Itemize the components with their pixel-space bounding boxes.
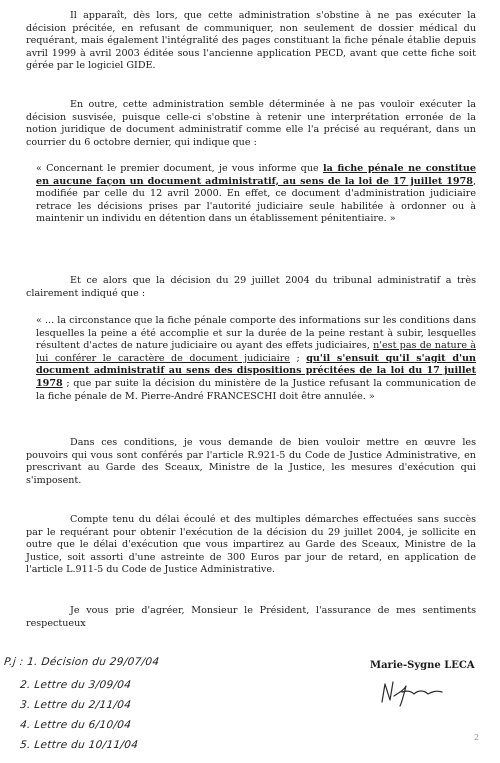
paragraph-demande — [26, 437, 476, 487]
quote-tribunal-emphasis: qu'il s'ensuit qu'il s'agit d'un document administratif au sens des dispositions précitées de la loi du 17 juillet 1978 — [36, 352, 476, 389]
enclosure-item: P.j : 1. Décision du 29/07/04 — [3, 656, 160, 668]
paragraph-salutations — [26, 605, 476, 630]
enclosure-item: 4. Lettre du 6/10/04 — [19, 719, 132, 731]
paragraph-salutations-text: Je vous prie d'agréer, Monsieur le Président, l'assurance de mes sentiments respectueux — [26, 605, 476, 629]
paragraph-obstination-text: Il apparaît, dès lors, que cette administration s'obstine à ne pas exécuter la décision précitée, en refusant de communiquer, non seulement de dossier médical du requérant, mais également l'intégralité des pages constituant la fiche pénale établie depuis avril 1999 à avril 2003 éditée sous l'ancienne application PECD, avant que cette fiche soit gérée par le logiciel GIDE. — [26, 10, 476, 72]
quote-tribunal-underlined: n'est pas de nature à lui conférer le caractère de document judiciaire — [36, 340, 476, 364]
quote-tribunal-rest: ; que par suite la décision du ministère de la Justice refusant la communication de la fiche pénale de M. Pierre-André FRANCESCHI doit être annulée. » — [36, 377, 476, 402]
paragraph-astreinte — [26, 514, 476, 577]
paragraph-decision — [26, 275, 476, 300]
paragraph-astreinte-text: Compte tenu du délai écoulé et des multiples démarches effectuées sans succès par le requérant pour obtenir l'exécution de la décision du 29 juillet 2004, je sollicite en outre que le délai d'exécution que vous impartirez au Garde des Sceaux, Ministre de la Justice, soit assorti d'une astreinte de 300 Euros par jour de retard, en application de l'article L.911-5 du Code de Justice Administrative. — [26, 514, 476, 576]
enclosure-item: 3. Lettre du 2/11/04 — [19, 699, 132, 711]
quote-courrier-intro: « Concernant le premier document, je vous informe que — [36, 163, 323, 174]
paragraph-demande-text: Dans ces conditions, je vous demande de bien vouloir mettre en œuvre les pouvoirs qui vous sont conférés par l'article R.921-5 du Code de Justice Administrative, en prescrivant au Garde des Sceaux, Ministre de la Justice, les mesures d'exécution qui s'imposent. — [26, 437, 476, 486]
paragraph-interpretation-text: En outre, cette administration semble déterminée à ne pas vouloir exécuter la décision susvisée, puisque celle-ci s'obstine à retenir une interprétation erronée de la notion juridique de document administratif comme elle l'a précisé au requérant, dans un courrier du 6 octobre dernier, qui indique que : — [26, 99, 476, 148]
quote-courrier-rest: , modifiée par celle du 12 avril 2000. En effet, ce document d'administration judiciaire retrace les décisions prises par l'autorité judiciaire seule habilitée à ordonner ou à maintenir un individu en détention dans un établissement pénitentiaire. » — [36, 175, 476, 225]
enclosure-item: 2. Lettre du 3/09/04 — [19, 679, 132, 691]
handwritten-signature — [378, 676, 448, 708]
signatory-name: Marie-Sygne LECA — [370, 660, 475, 671]
paragraph-decision-text: Et ce alors que la décision du 29 juillet 2004 du tribunal administratif a très clairement indiqué que : — [26, 275, 476, 299]
page-number: 2 — [474, 733, 480, 742]
quote-courrier — [36, 163, 476, 226]
enclosure-item: 5. Lettre du 10/11/04 — [19, 739, 139, 751]
paragraph-interpretation — [26, 99, 476, 149]
paragraph-obstination — [26, 10, 476, 73]
quote-tribunal-sep: ; — [289, 352, 307, 364]
quote-tribunal — [36, 315, 476, 403]
quote-courrier-emphasis: la fiche pénale ne constitue en aucune façon un document administratif, au sens de la loi de 17 juillet 1978 — [36, 163, 476, 187]
quote-tribunal-intro: « ... la circonstance que la fiche pénale comporte des informations sur les conditions dans lesquelles la peine a été accomplie et sur la durée de la peine restant à subir, lesquelles résultent d'actes de nature judiciaire ou ayant des effets judiciaires, — [36, 315, 476, 352]
